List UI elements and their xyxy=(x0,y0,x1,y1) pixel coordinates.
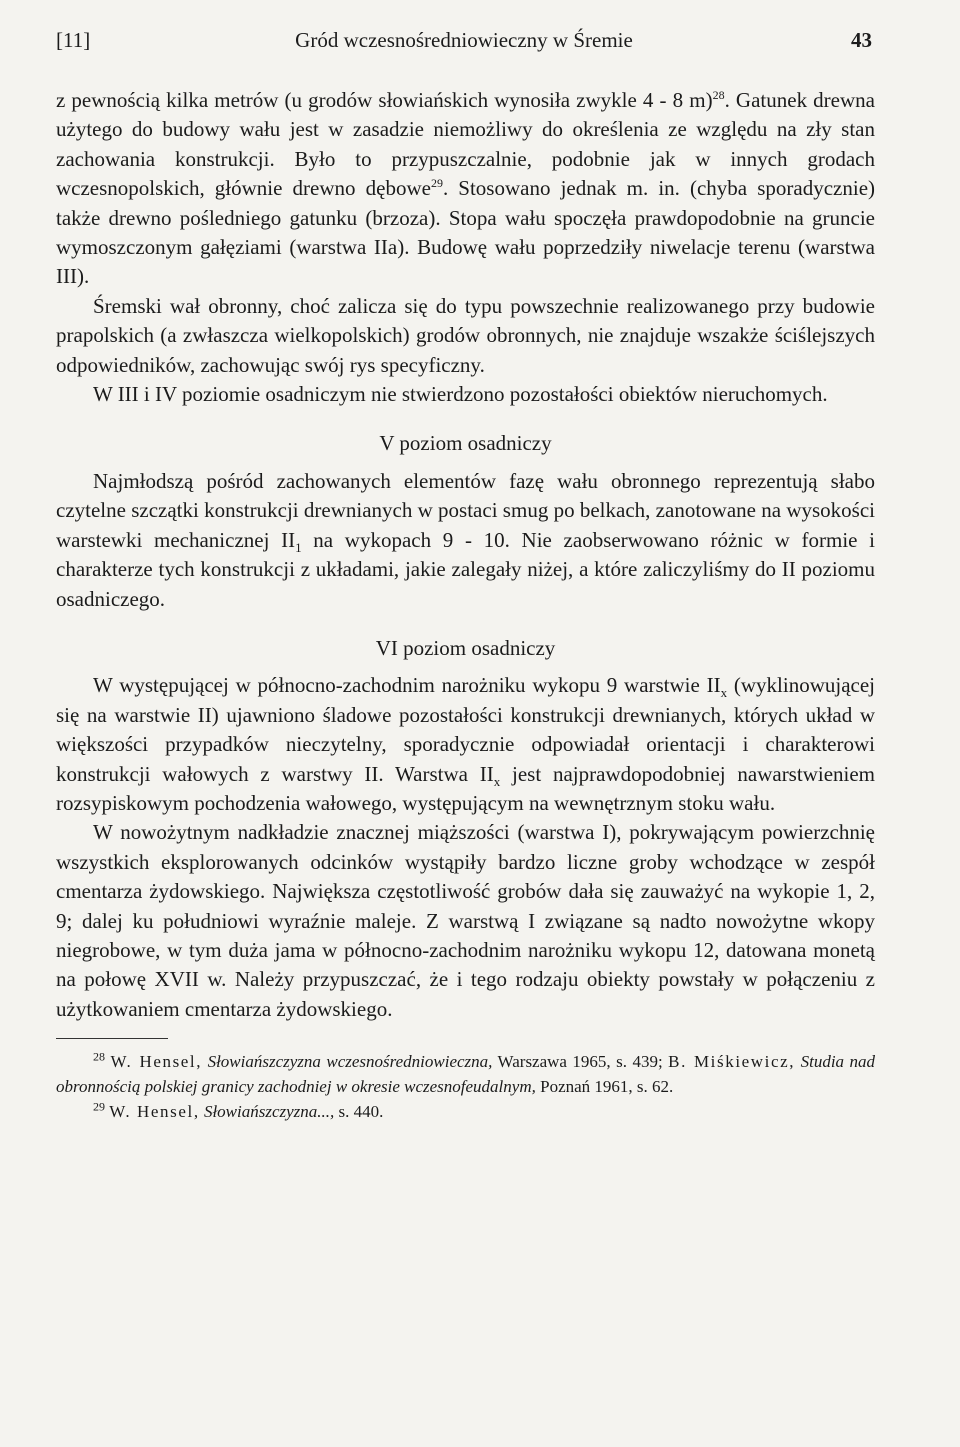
footnote-text: Warszawa 1965, s. 439; xyxy=(492,1052,663,1072)
running-header xyxy=(56,28,872,58)
footnote-text: Poznań 1961, s. 62. xyxy=(535,1077,674,1097)
footnote-author: W. Hensel, xyxy=(110,1052,203,1072)
paragraph-srem-wall: Śremski wał obronny, choć zalicza się do typu powszechnie realizowanego przy budowie prapolskich (a zwłaszcza wielkopolskich) grodów obronnych, nie znajduje wszakże ściślejszych odpowiedników, zachowując swój rys specyficzny. xyxy=(56,293,875,377)
text-run: . Stosowano jednak m. in. (chyba sporadycznie) także drewno pośledniego gatunku (brzoza). Stopa wału spoczęła prawdopodobnie na gruncie wymoszczonym gałęziami (warstwa IIa). Budowę wału poprzedziły niwelacje terenu (warstwa III). xyxy=(56,176,876,289)
section-heading-level-5: V poziom osadniczy xyxy=(379,431,552,456)
paragraph-level-6 xyxy=(56,671,875,818)
text-run: z pewnością kilka metrów (u grodów słowiańskich wynosiła zwykle 4 - 8 m) xyxy=(56,88,713,112)
footnote-ref-28[interactable]: 28 xyxy=(712,88,725,102)
page-marker: [11] xyxy=(56,28,91,52)
footnote-number: 28 xyxy=(93,1049,105,1064)
footnote-title: Słowiańszczyzna wczesnośredniowieczna, xyxy=(207,1052,493,1072)
paragraph-cemetery: W nowożytnym nadkładzie znacznej miąższości (warstwa I), pokrywającym powierzchnię wszystkich eksplorowanych odcinków wystąpiły bardzo liczne groby wchodzące w zespół cmentarza żydowskiego. Największa częstotliwość grobów dała się zauważyć na wykopie 1, 2, 9; dalej ku południowi wyraźnie maleje. Z warstwą I związane są nadto nowożytne wkopy niegrobowe, w tym duża jama w północno-zachodnim narożniku wykopu 12, datowana monetą na połowę XVII w. Należy przypuszczać, że i tego rodzaju obiekty powstały w połączeniu z użytkowaniem cmentarza żydowskiego. xyxy=(56,820,875,1021)
text-run: jest najprawdopodobniej nawarstwieniem rozsypiskowym pochodzenia wałowego, występującym na wewnętrznym stoku wału. xyxy=(56,761,875,815)
text-run: W występującej w północno-zachodnim narożniku wykopu 9 warstwie II xyxy=(93,673,721,698)
subscript: x xyxy=(720,685,728,701)
footnote-divider xyxy=(56,1038,168,1039)
footnote-text: s. 440. xyxy=(334,1102,384,1122)
text-run: . Gatunek drewna użytego do budowy wału jest w zasadzie niemożliwy do określenia ze względu na zły stan zachowania konstrukcji. Było to przypuszczalnie, podobnie jak w innych grodach wczesnopolskich, głównie drewno dębowe xyxy=(56,88,875,201)
footnote-ref-29[interactable]: 29 xyxy=(430,176,443,191)
footnote-author: W. Hensel, xyxy=(109,1102,200,1122)
text-run: (wyklinowującej się na warstwie II) ujawniono śladowe pozostałości konstrukcji drewnianych, których układ w większości przypadków nieczytelny, sporadycznie odpowiadał orientacji i charakterowi konstrukcji wałowych z warstwy II. Warstwa II xyxy=(56,673,875,786)
footnote-title: Słowiańszczyzna..., xyxy=(203,1102,335,1122)
main-text xyxy=(56,86,875,1124)
footnote-29 xyxy=(56,1099,875,1124)
page-number: 43 xyxy=(851,28,872,52)
subscript: 1 xyxy=(295,539,302,555)
footnote-title: Studia nad obronnością polskiej granicy zachodniej w okresie wczesnofeudalnym, xyxy=(56,1052,875,1097)
text-run: Najmłodszą pośród zachowanych elementów fazę wału obronnego reprezentują słabo czytelne szczątki konstrukcji drewnianych w postaci smug po belkach, zanotowane na wysokości warstewki mechanicznej II xyxy=(56,468,875,552)
paragraph-wall-timber xyxy=(56,86,875,292)
footnote-author: B. Miśkiewicz, xyxy=(668,1052,796,1072)
subscript: x xyxy=(493,773,501,789)
paragraph-levels-3-4: W III i IV poziomie osadniczym nie stwierdzono pozostałości obiektów nieruchomych. xyxy=(93,382,828,407)
section-heading-level-6: VI poziom osadniczy xyxy=(375,635,556,660)
footnote-number: 29 xyxy=(93,1099,105,1114)
paragraph-level-5 xyxy=(56,467,875,614)
footnote-28 xyxy=(56,1049,875,1099)
text-run: na wykopach 9 - 10. Nie zaobserwowano różnic w formie i charakterze tych konstrukcji z układami, jakie zalegały niżej, a które zaliczyliśmy do II poziomu osadniczego. xyxy=(56,527,875,611)
running-title: Gród wczesnośredniowieczny w Śremie xyxy=(295,28,633,52)
